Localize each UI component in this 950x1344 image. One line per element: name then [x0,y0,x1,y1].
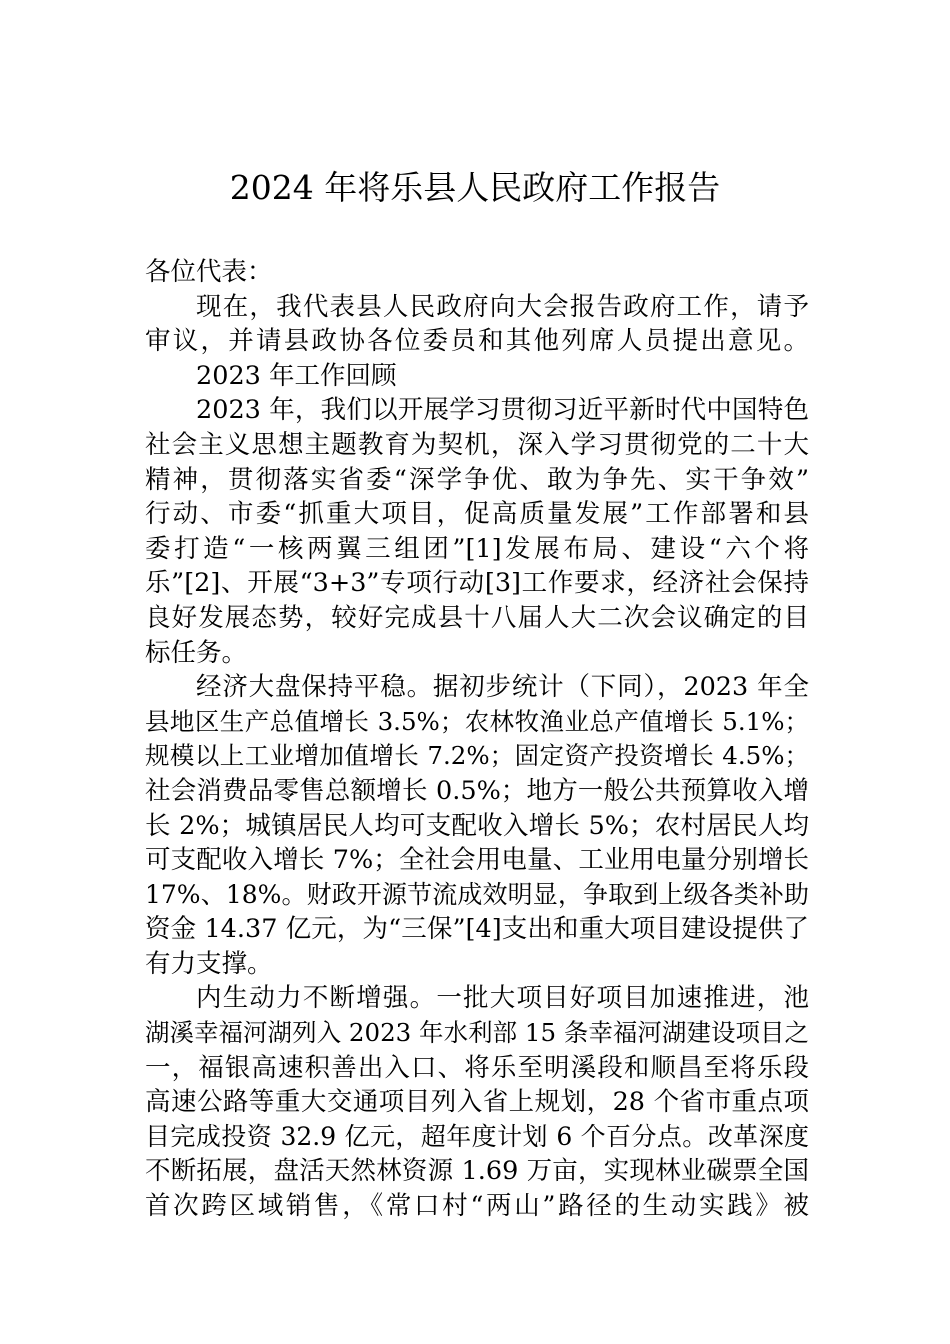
text-line: 审议，并请县政协各位委员和其他列席人员提出意见。 [145,326,809,357]
text-line: 精神，贯彻落实省委“深学争优、敢为争先、实干争效” [145,464,809,495]
text-line: 2023 年，我们以开展学习贯彻习近平新时代中国特色 [196,395,809,426]
text-line: 标任务。 [145,637,248,668]
text-line: 各位代表： [145,257,273,287]
text-line: 社会主义思想主题教育为契机，深入学习贯彻党的二十大 [145,429,809,460]
text-line: 有力支撑。 [145,948,273,979]
text-line: 长 2%；城镇居民人均可支配收入增长 5%；农村居民人均 [145,810,809,841]
text-line: 资金 14.37 亿元，为“三保”[4]支出和重大项目建设提供了 [145,914,809,945]
text-line: 首次跨区域销售，《常口村“两山”路径的生动实践》被 [145,1191,809,1222]
text-line: 内生动力不断增强。一批大项目好项目加速推进，池 [196,983,809,1014]
text-line: 社会消费品零售总额增长 0.5%；地方一般公共预算收入增 [145,775,809,806]
text-line: 湖溪幸福河湖列入 2023 年水利部 15 条幸福河湖建设项目之 [145,1018,809,1048]
text-line: 不断拓展，盘活天然林资源 1.69 万亩，实现林业碳票全国 [145,1156,809,1187]
text-line: 可支配收入增长 7%；全社会用电量、工业用电量分别增长 [145,845,809,876]
text-line: 2023 年工作回顾 [196,360,397,391]
document-body [145,255,809,1224]
text-line: 目完成投资 32.9 亿元，超年度计划 6 个百分点。改革深度 [145,1121,809,1151]
text-line: 良好发展态势，较好完成县十八届人大二次会议确定的目 [145,602,809,633]
text-line: 县地区生产总值增长 3.5%；农林牧渔业总产值增长 5.1%； [145,706,809,736]
text-line: 行动、市委“抓重大项目，促高质量发展”工作部署和县 [145,499,809,530]
text-line: 规模以上工业增加值增长 7.2%；固定资产投资增长 4.5%； [145,741,809,771]
text-line: 17%、18%。财政开源节流成效明显，争取到上级各类补助 [145,879,809,909]
document-title: 2024 年将乐县人民政府工作报告 [229,168,721,207]
text-line: 委打造“一核两翼三组团”[1]发展布局、建设“六个将 [145,533,809,564]
text-line: 高速公路等重大交通项目列入省上规划，28 个省市重点项 [145,1087,809,1118]
text-line: 经济大盘保持平稳。据初步统计（下同），2023 年全 [196,672,809,703]
text-line: 现在，我代表县人民政府向大会报告政府工作，请予 [196,291,809,322]
text-line: 乐”[2]、开展“3+3”专项行动[3]工作要求，经济社会保持 [145,568,809,599]
text-line: 一，福银高速积善出入口、将乐至明溪段和顺昌至将乐段 [145,1052,809,1083]
